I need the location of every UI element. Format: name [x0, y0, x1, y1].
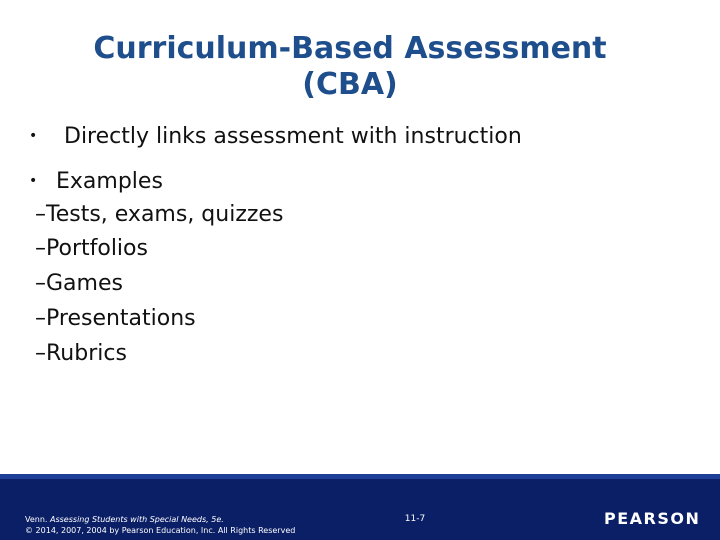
- title-line-1: Curriculum-Based Assessment: [93, 31, 607, 66]
- citation-author: Venn.: [25, 515, 50, 524]
- bullet-text-2: Examples: [56, 169, 163, 194]
- dash-icon: –: [35, 271, 46, 296]
- sub-item: [35, 341, 127, 367]
- footer-accent-stripe: [0, 474, 720, 479]
- citation-copyright: © 2014, 2007, 2004 by Pearson Education, Inc. All Rights Reserved: [25, 526, 296, 535]
- sub-item-text: Tests, exams, quizzes: [46, 202, 284, 227]
- sub-item-text: Portfolios: [46, 236, 148, 261]
- slide-title: [0, 31, 700, 103]
- sub-item: [35, 236, 148, 262]
- sub-item: [35, 202, 283, 228]
- pearson-logo: PEARSON: [604, 509, 701, 528]
- dash-icon: –: [35, 341, 46, 366]
- title-line-2: (CBA): [302, 67, 398, 102]
- sub-item-text: Games: [46, 271, 123, 296]
- sub-item-text: Presentations: [46, 306, 196, 331]
- citation-book-title: Assessing Students with Special Needs, 5e.: [50, 515, 224, 524]
- dash-icon: –: [35, 236, 46, 261]
- dash-icon: –: [35, 306, 46, 331]
- bullet-item-1: [0, 122, 700, 152]
- bullet-dot-icon: •: [29, 173, 38, 189]
- dash-icon: –: [35, 202, 46, 227]
- sub-item: [35, 271, 123, 297]
- sub-item-text: Rubrics: [46, 341, 127, 366]
- page-number: 11-7: [404, 514, 426, 524]
- footer-citation: [25, 514, 295, 536]
- bullet-text-1: Directly links assessment with instruction: [64, 124, 522, 149]
- sub-item: [35, 306, 196, 332]
- bullet-item-2: [0, 167, 700, 197]
- footer-bar: [0, 474, 720, 540]
- bullet-dot-icon: •: [29, 128, 38, 144]
